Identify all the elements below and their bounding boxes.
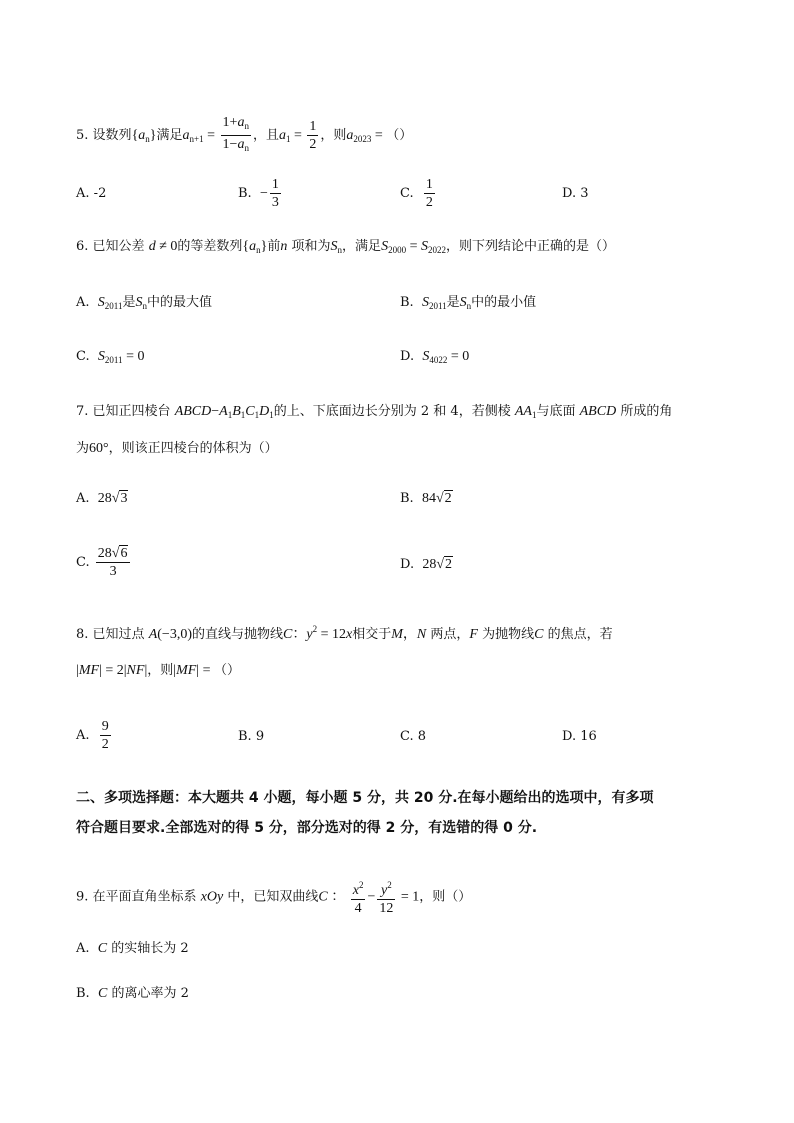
q5-fraction: $\frac{1+a_n}{1-a_n}$ [222,115,249,153]
q9-number: 9. [76,889,89,905]
q7-number: 7. [76,404,89,419]
q5-option-b[interactable]: B. − $\frac{1}{3}$ [238,177,279,210]
q5-option-d[interactable]: D. 3 [562,186,589,201]
q8-option-d[interactable]: D. 16 [562,729,597,744]
q5-stem: 5. 设数列$\{a_n\}$满足$a_{n+1}$ = $\frac{1+a_n}{1-a_n}$ ，且$a_1$ = $\frac{1}{2}$ ，则$a_{2023}$ = （） [76,114,412,157]
q6-stem: 6. 已知公差 d ≠ 0的等差数列$\{a_n\}$前n 项和为$S_n$，满足$S_{2000} = S_{2022}$，则下列结论中正确的是（） [76,239,615,255]
q7-stem-line2: 为60°，则该正四棱台的体积为（） [76,441,278,456]
q5-option-c[interactable]: C. $\frac{1}{2}$ [400,177,433,210]
q5-option-a[interactable]: A. -2 [76,186,107,201]
q6-option-c[interactable]: C. $S_{2011} = 0$ [76,349,145,365]
q7-stem-line1: 7. 已知正四棱台 $ABCD-A_1B_1C_1D_1$的上、下底面边长分别为 2 和 4，若侧棱 $AA_1$与底面 ABCD 所成的角 [76,404,673,420]
section2-heading-line1: 二、多项选择题：本大题共 4 小题，每小题 5 分，共 20 分.在每小题给出的选项中，有多项 [76,790,654,806]
q6-number: 6. [76,239,89,254]
q7-option-c[interactable]: C. $\frac{28√6}{3}$ [76,545,132,580]
q5-number: 5. [76,128,89,143]
q9-stem: 9. 在平面直角坐标系 xOy 中，已知双曲线C ： $\frac{x^2}{4}$ − $\frac{y^2}{12}$ = 1，则（） [76,877,471,917]
q7-option-d[interactable]: D. 28√2 [400,557,453,572]
q9-option-b[interactable]: B. C 的离心率为 2 [76,986,189,1001]
q8-number: 8. [76,627,89,642]
q8-stem-line1: 8. 已知过点 A(−3,0)的直线与抛物线C：$y^2 = 12x$相交于M，N 两点，F 为抛物线C 的焦点，若 [76,624,613,642]
q8-option-b[interactable]: B. 9 [238,729,265,744]
q7-option-b[interactable]: B. 84√2 [400,491,452,506]
q8-option-c[interactable]: C. 8 [400,729,427,744]
q6-option-b[interactable]: B. $S_{2011}$是$S_n$中的最小值 [400,295,537,311]
q8-option-a[interactable]: A. $\frac{9}{2}$ [76,719,109,752]
q9-option-a[interactable]: A. C 的实轴长为 2 [76,941,189,956]
q6-option-a[interactable]: A. $S_{2011}$是$S_n$中的最大值 [76,295,212,311]
q8-stem-line2: |MF| = 2|NF|，则|MF| = （） [76,663,241,678]
q6-option-d[interactable]: D. $S_{4022} = 0$ [400,349,470,365]
q7-option-a[interactable]: A. 28√3 [76,491,128,506]
section2-heading-line2: 符合题目要求.全部选对的得 5 分，部分选对的得 2 分，有选错的得 0 分. [76,820,538,836]
